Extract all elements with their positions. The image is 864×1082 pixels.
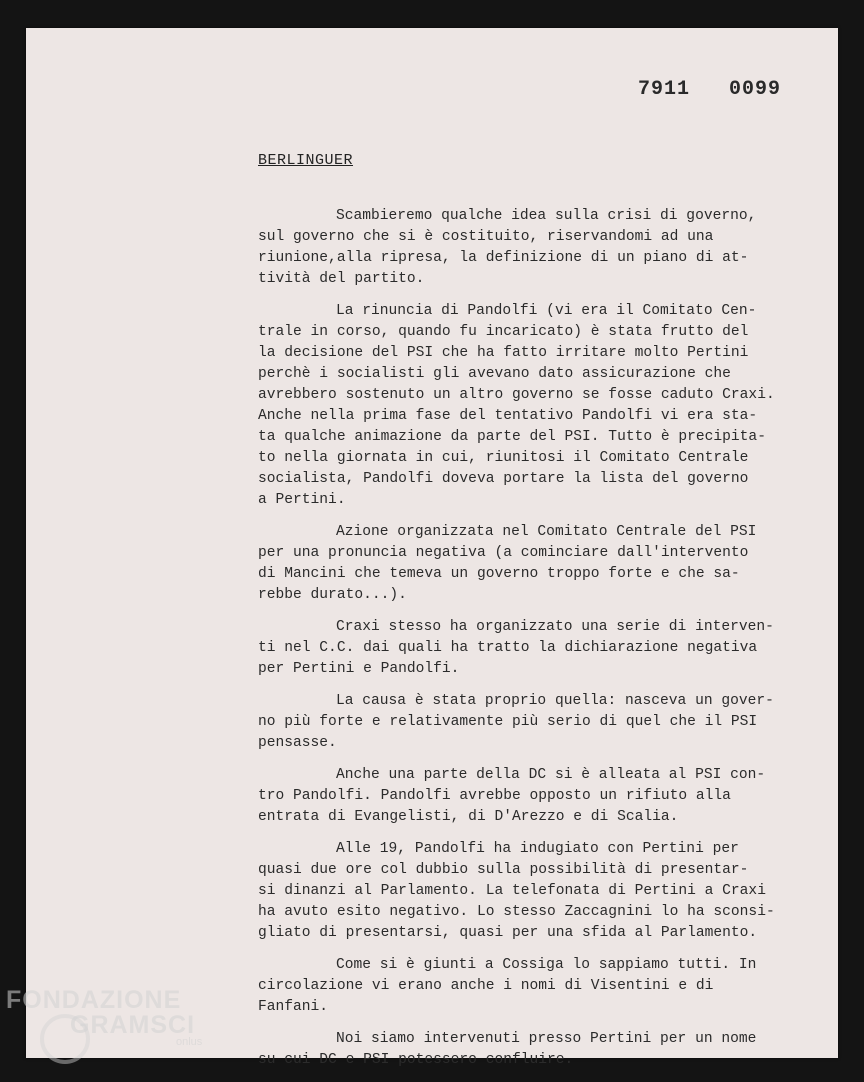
text-line: ta qualche animazione da parte del PSI. Tutto è precipita- bbox=[258, 429, 766, 445]
text-line: Alle 19, Pandolfi ha indugiato con Pertini per bbox=[336, 841, 739, 857]
text-line: per Pertini e Pandolfi. bbox=[258, 661, 460, 677]
text-line: La rinuncia di Pandolfi (vi era il Comitato Cen- bbox=[336, 303, 757, 319]
text-line: perchè i socialisti gli avevano dato assicurazione che bbox=[258, 366, 731, 382]
paragraph bbox=[258, 617, 838, 680]
document-page bbox=[26, 28, 838, 1068]
paragraph bbox=[258, 522, 838, 606]
document-number: 7911 0099 bbox=[638, 78, 782, 101]
paragraph bbox=[258, 301, 838, 511]
text-line: Craxi stesso ha organizzato una serie di interven- bbox=[336, 619, 774, 635]
watermark-line-3: onlus bbox=[176, 1036, 203, 1048]
gramsci-logo-icon bbox=[40, 1014, 90, 1064]
paragraph bbox=[258, 1029, 838, 1071]
text-line: quasi due ore col dubbio sulla possibilità di presentar- bbox=[258, 862, 749, 878]
text-line: trale in corso, quando fu incaricato) è stata frutto del bbox=[258, 324, 749, 340]
text-line: no più forte e relativamente più serio di quel che il PSI bbox=[258, 714, 758, 730]
paragraph bbox=[258, 691, 838, 754]
document-body bbox=[258, 206, 838, 1082]
text-line: ti nel C.C. dai quali ha tratto la dichiarazione negativa bbox=[258, 640, 758, 656]
text-line: di Mancini che temeva un governo troppo forte e che sa- bbox=[258, 566, 740, 582]
paragraph bbox=[258, 206, 838, 290]
watermark-line-1: FONDAZIONE bbox=[6, 986, 182, 1014]
text-line: su cui DC e PSI potessero confluire. bbox=[258, 1052, 574, 1068]
text-line: circolazione vi erano anche i nomi di Visentini e di bbox=[258, 978, 714, 994]
text-line: Anche una parte della DC si è alleata al PSI con- bbox=[336, 767, 766, 783]
text-line: tro Pandolfi. Pandolfi avrebbe opposto un rifiuto alla bbox=[258, 788, 731, 804]
text-line: sul governo che si è costituito, riservandomi ad una bbox=[258, 229, 714, 245]
text-line: Noi siamo intervenuti presso Pertini per un nome bbox=[336, 1031, 757, 1047]
text-line: per una pronuncia negativa (a cominciare dall'intervento bbox=[258, 545, 749, 561]
text-line: La causa è stata proprio quella: nasceva un gover- bbox=[336, 693, 774, 709]
fondazione-gramsci-watermark bbox=[6, 986, 216, 1048]
text-line: riunione,alla ripresa, la definizione di un piano di at- bbox=[258, 250, 749, 266]
paragraph bbox=[258, 839, 838, 944]
text-line: Come si è giunti a Cossiga lo sappiamo tutti. In bbox=[336, 957, 757, 973]
text-line: a Pertini. bbox=[258, 492, 346, 508]
text-line: pensasse. bbox=[258, 735, 337, 751]
text-line: rebbe durato...). bbox=[258, 587, 407, 603]
text-line: tività del partito. bbox=[258, 271, 425, 287]
text-line: to nella giornata in cui, riunitosi il Comitato Centrale bbox=[258, 450, 749, 466]
text-line: socialista, Pandolfi doveva portare la lista del governo bbox=[258, 471, 749, 487]
paragraph bbox=[258, 955, 838, 1018]
text-line: Anche nella prima fase del tentativo Pandolfi vi era sta- bbox=[258, 408, 758, 424]
text-line: Fanfani. bbox=[258, 999, 329, 1015]
text-line: si dinanzi al Parlamento. La telefonata di Pertini a Craxi bbox=[258, 883, 766, 899]
watermark-line-2: GRAMSCI bbox=[70, 1011, 196, 1039]
text-line: Scambieremo qualche idea sulla crisi di governo, bbox=[336, 208, 757, 224]
text-line: avrebbero sostenuto un altro governo se fosse caduto Craxi. bbox=[258, 387, 775, 403]
text-line: la decisione del PSI che ha fatto irritare molto Pertini bbox=[258, 345, 749, 361]
text-line: ha avuto esito negativo. Lo stesso Zaccagnini lo ha sconsi- bbox=[258, 904, 775, 920]
text-line: gliato di presentarsi, quasi per una sfida al Parlamento. bbox=[258, 925, 758, 941]
document-heading: BERLINGUER bbox=[258, 152, 354, 169]
text-line: Azione organizzata nel Comitato Centrale del PSI bbox=[336, 524, 757, 540]
paragraph bbox=[258, 765, 838, 828]
text-line: entrata di Evangelisti, di D'Arezzo e di Scalia. bbox=[258, 809, 679, 825]
